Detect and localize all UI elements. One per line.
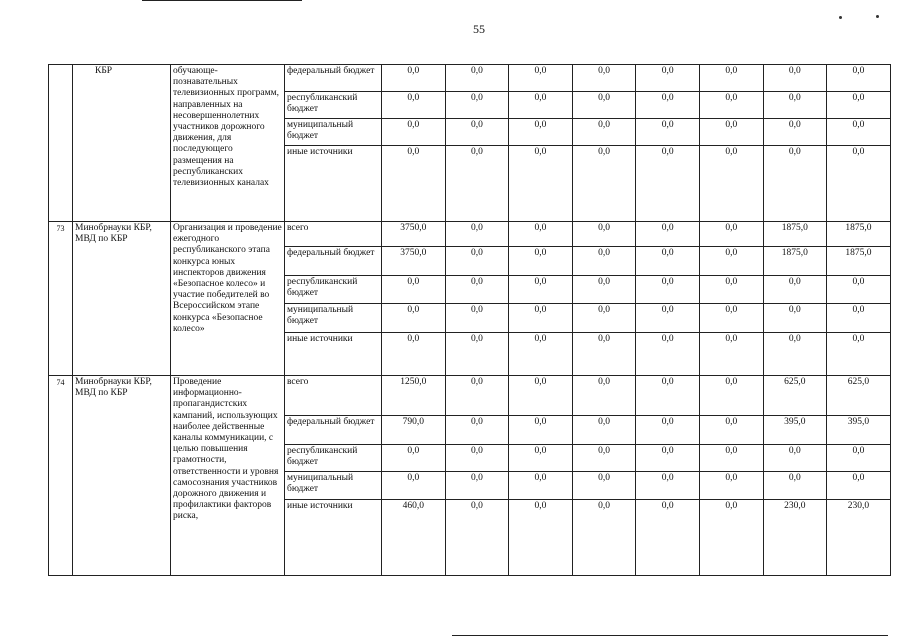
amount-cell: 0,0 <box>699 445 763 472</box>
row-number: 73 <box>49 222 73 376</box>
amount-cell: 0,0 <box>763 304 827 333</box>
amount-cell: 395,0 <box>827 416 891 445</box>
amount-cell: 0,0 <box>572 65 636 92</box>
amount-cell: 0,0 <box>827 472 891 500</box>
amount-cell: 0,0 <box>572 92 636 119</box>
amount-cell: 395,0 <box>763 416 827 445</box>
amount-cell: 0,0 <box>827 304 891 333</box>
amount-cell: 0,0 <box>699 472 763 500</box>
amount-cell: 0,0 <box>763 65 827 92</box>
amount-cell: 0,0 <box>509 416 573 445</box>
amount-cell: 0,0 <box>572 416 636 445</box>
amount-cell: 0,0 <box>572 119 636 146</box>
executor-cell: Минобрнауки КБР, МВД по КБР <box>73 222 171 376</box>
amount-cell: 3750,0 <box>382 222 446 247</box>
scan-speck <box>839 16 842 19</box>
amount-cell: 0,0 <box>636 65 700 92</box>
amount-cell: 0,0 <box>509 119 573 146</box>
funding-source: иные источники <box>285 500 382 576</box>
amount-cell: 0,0 <box>763 92 827 119</box>
amount-cell: 0,0 <box>445 276 509 304</box>
amount-cell: 0,0 <box>572 222 636 247</box>
row-number: 74 <box>49 376 73 576</box>
amount-cell: 1250,0 <box>382 376 446 416</box>
amount-cell: 3750,0 <box>382 247 446 276</box>
amount-cell: 0,0 <box>509 445 573 472</box>
amount-cell: 0,0 <box>636 247 700 276</box>
amount-cell: 625,0 <box>827 376 891 416</box>
amount-cell: 0,0 <box>636 416 700 445</box>
amount-cell: 625,0 <box>763 376 827 416</box>
funding-source: федеральный бюджет <box>285 247 382 276</box>
amount-cell: 0,0 <box>382 65 446 92</box>
amount-cell: 0,0 <box>572 304 636 333</box>
amount-cell: 460,0 <box>382 500 446 576</box>
funding-source: федеральный бюджет <box>285 65 382 92</box>
amount-cell: 0,0 <box>763 276 827 304</box>
amount-cell: 0,0 <box>509 276 573 304</box>
amount-cell: 0,0 <box>445 146 509 222</box>
amount-cell: 0,0 <box>509 247 573 276</box>
amount-cell: 0,0 <box>699 276 763 304</box>
amount-cell: 0,0 <box>699 500 763 576</box>
amount-cell: 0,0 <box>699 376 763 416</box>
table-row <box>49 222 891 247</box>
funding-source: иные источники <box>285 146 382 222</box>
amount-cell: 0,0 <box>572 445 636 472</box>
amount-cell: 0,0 <box>382 472 446 500</box>
amount-cell: 0,0 <box>699 119 763 146</box>
amount-cell: 0,0 <box>699 416 763 445</box>
amount-cell: 0,0 <box>763 445 827 472</box>
amount-cell: 0,0 <box>382 119 446 146</box>
amount-cell: 0,0 <box>699 92 763 119</box>
amount-cell: 0,0 <box>636 92 700 119</box>
amount-cell: 0,0 <box>445 222 509 247</box>
funding-source: федеральный бюджет <box>285 416 382 445</box>
amount-cell: 0,0 <box>763 472 827 500</box>
amount-cell: 0,0 <box>445 500 509 576</box>
funding-source: иные источники <box>285 333 382 376</box>
funding-source: республиканский бюджет <box>285 92 382 119</box>
amount-cell: 0,0 <box>572 333 636 376</box>
amount-cell: 0,0 <box>636 376 700 416</box>
funding-source: муниципальный бюджет <box>285 119 382 146</box>
amount-cell: 0,0 <box>509 146 573 222</box>
table-row <box>49 376 891 416</box>
amount-cell: 0,0 <box>382 276 446 304</box>
amount-cell: 0,0 <box>509 304 573 333</box>
top-rule <box>142 0 302 1</box>
amount-cell: 0,0 <box>827 333 891 376</box>
amount-cell: 0,0 <box>382 146 446 222</box>
amount-cell: 0,0 <box>382 445 446 472</box>
amount-cell: 0,0 <box>763 333 827 376</box>
amount-cell: 0,0 <box>572 276 636 304</box>
amount-cell: 0,0 <box>827 65 891 92</box>
amount-cell: 0,0 <box>699 146 763 222</box>
amount-cell: 230,0 <box>827 500 891 576</box>
amount-cell: 0,0 <box>699 65 763 92</box>
amount-cell: 1875,0 <box>763 247 827 276</box>
amount-cell: 0,0 <box>445 416 509 445</box>
funding-source: муниципальный бюджет <box>285 304 382 333</box>
amount-cell: 0,0 <box>636 146 700 222</box>
amount-cell: 0,0 <box>636 333 700 376</box>
amount-cell: 0,0 <box>572 472 636 500</box>
amount-cell: 0,0 <box>572 247 636 276</box>
amount-cell: 790,0 <box>382 416 446 445</box>
amount-cell: 0,0 <box>636 472 700 500</box>
funding-source: республиканский бюджет <box>285 276 382 304</box>
amount-cell: 0,0 <box>827 445 891 472</box>
amount-cell: 0,0 <box>509 333 573 376</box>
amount-cell: 0,0 <box>572 146 636 222</box>
amount-cell: 0,0 <box>509 65 573 92</box>
amount-cell: 230,0 <box>763 500 827 576</box>
amount-cell: 0,0 <box>827 119 891 146</box>
amount-cell: 0,0 <box>827 92 891 119</box>
amount-cell: 1875,0 <box>763 222 827 247</box>
amount-cell: 0,0 <box>636 222 700 247</box>
amount-cell: 0,0 <box>445 472 509 500</box>
amount-cell: 0,0 <box>445 65 509 92</box>
amount-cell: 0,0 <box>699 222 763 247</box>
amount-cell: 0,0 <box>827 146 891 222</box>
amount-cell: 0,0 <box>382 304 446 333</box>
page-number: 55 <box>473 22 485 36</box>
executor-cell: КБР <box>73 65 171 222</box>
funding-source: всего <box>285 376 382 416</box>
funding-source: всего <box>285 222 382 247</box>
row-number <box>49 65 73 222</box>
funding-source: муниципальный бюджет <box>285 472 382 500</box>
budget-table <box>48 64 891 576</box>
amount-cell: 1875,0 <box>827 247 891 276</box>
amount-cell: 0,0 <box>509 222 573 247</box>
amount-cell: 0,0 <box>636 445 700 472</box>
amount-cell: 0,0 <box>572 500 636 576</box>
amount-cell: 0,0 <box>699 333 763 376</box>
amount-cell: 0,0 <box>445 333 509 376</box>
amount-cell: 0,0 <box>636 304 700 333</box>
amount-cell: 0,0 <box>445 247 509 276</box>
amount-cell: 0,0 <box>445 92 509 119</box>
executor-cell: Минобрнауки КБР, МВД по КБР <box>73 376 171 576</box>
activity-description: обучающе-познавательных телевизионных программ, направленных на несовершеннолетних участников дорожного движения, для последующего размещения на республиканских телевизионных каналах <box>171 65 285 222</box>
amount-cell: 0,0 <box>699 247 763 276</box>
amount-cell: 1875,0 <box>827 222 891 247</box>
amount-cell: 0,0 <box>699 304 763 333</box>
amount-cell: 0,0 <box>763 146 827 222</box>
activity-description: Организация и проведение ежегодного республиканского этапа конкурса юных инспекторов движения «Безопасное колесо» и участие победителей во Всероссийском этапе конкурса «Безопасное колесо» <box>171 222 285 376</box>
amount-cell: 0,0 <box>572 376 636 416</box>
amount-cell: 0,0 <box>827 276 891 304</box>
bottom-rule <box>452 635 888 636</box>
amount-cell: 0,0 <box>636 119 700 146</box>
funding-source: республиканский бюджет <box>285 445 382 472</box>
amount-cell: 0,0 <box>509 472 573 500</box>
scan-speck <box>876 15 879 18</box>
amount-cell: 0,0 <box>445 304 509 333</box>
amount-cell: 0,0 <box>445 376 509 416</box>
amount-cell: 0,0 <box>636 276 700 304</box>
amount-cell: 0,0 <box>382 92 446 119</box>
amount-cell: 0,0 <box>509 92 573 119</box>
activity-description: Проведение информационно-пропагандистских кампаний, использующих наиболее действенные каналы коммуникации, с целью повышения грамотности, ответственности и уровня самосознания участников дорожного движения и профилактики факторов риска, <box>171 376 285 576</box>
amount-cell: 0,0 <box>509 376 573 416</box>
amount-cell: 0,0 <box>509 500 573 576</box>
amount-cell: 0,0 <box>636 500 700 576</box>
amount-cell: 0,0 <box>445 119 509 146</box>
amount-cell: 0,0 <box>763 119 827 146</box>
amount-cell: 0,0 <box>445 445 509 472</box>
table-row <box>49 65 891 92</box>
amount-cell: 0,0 <box>382 333 446 376</box>
